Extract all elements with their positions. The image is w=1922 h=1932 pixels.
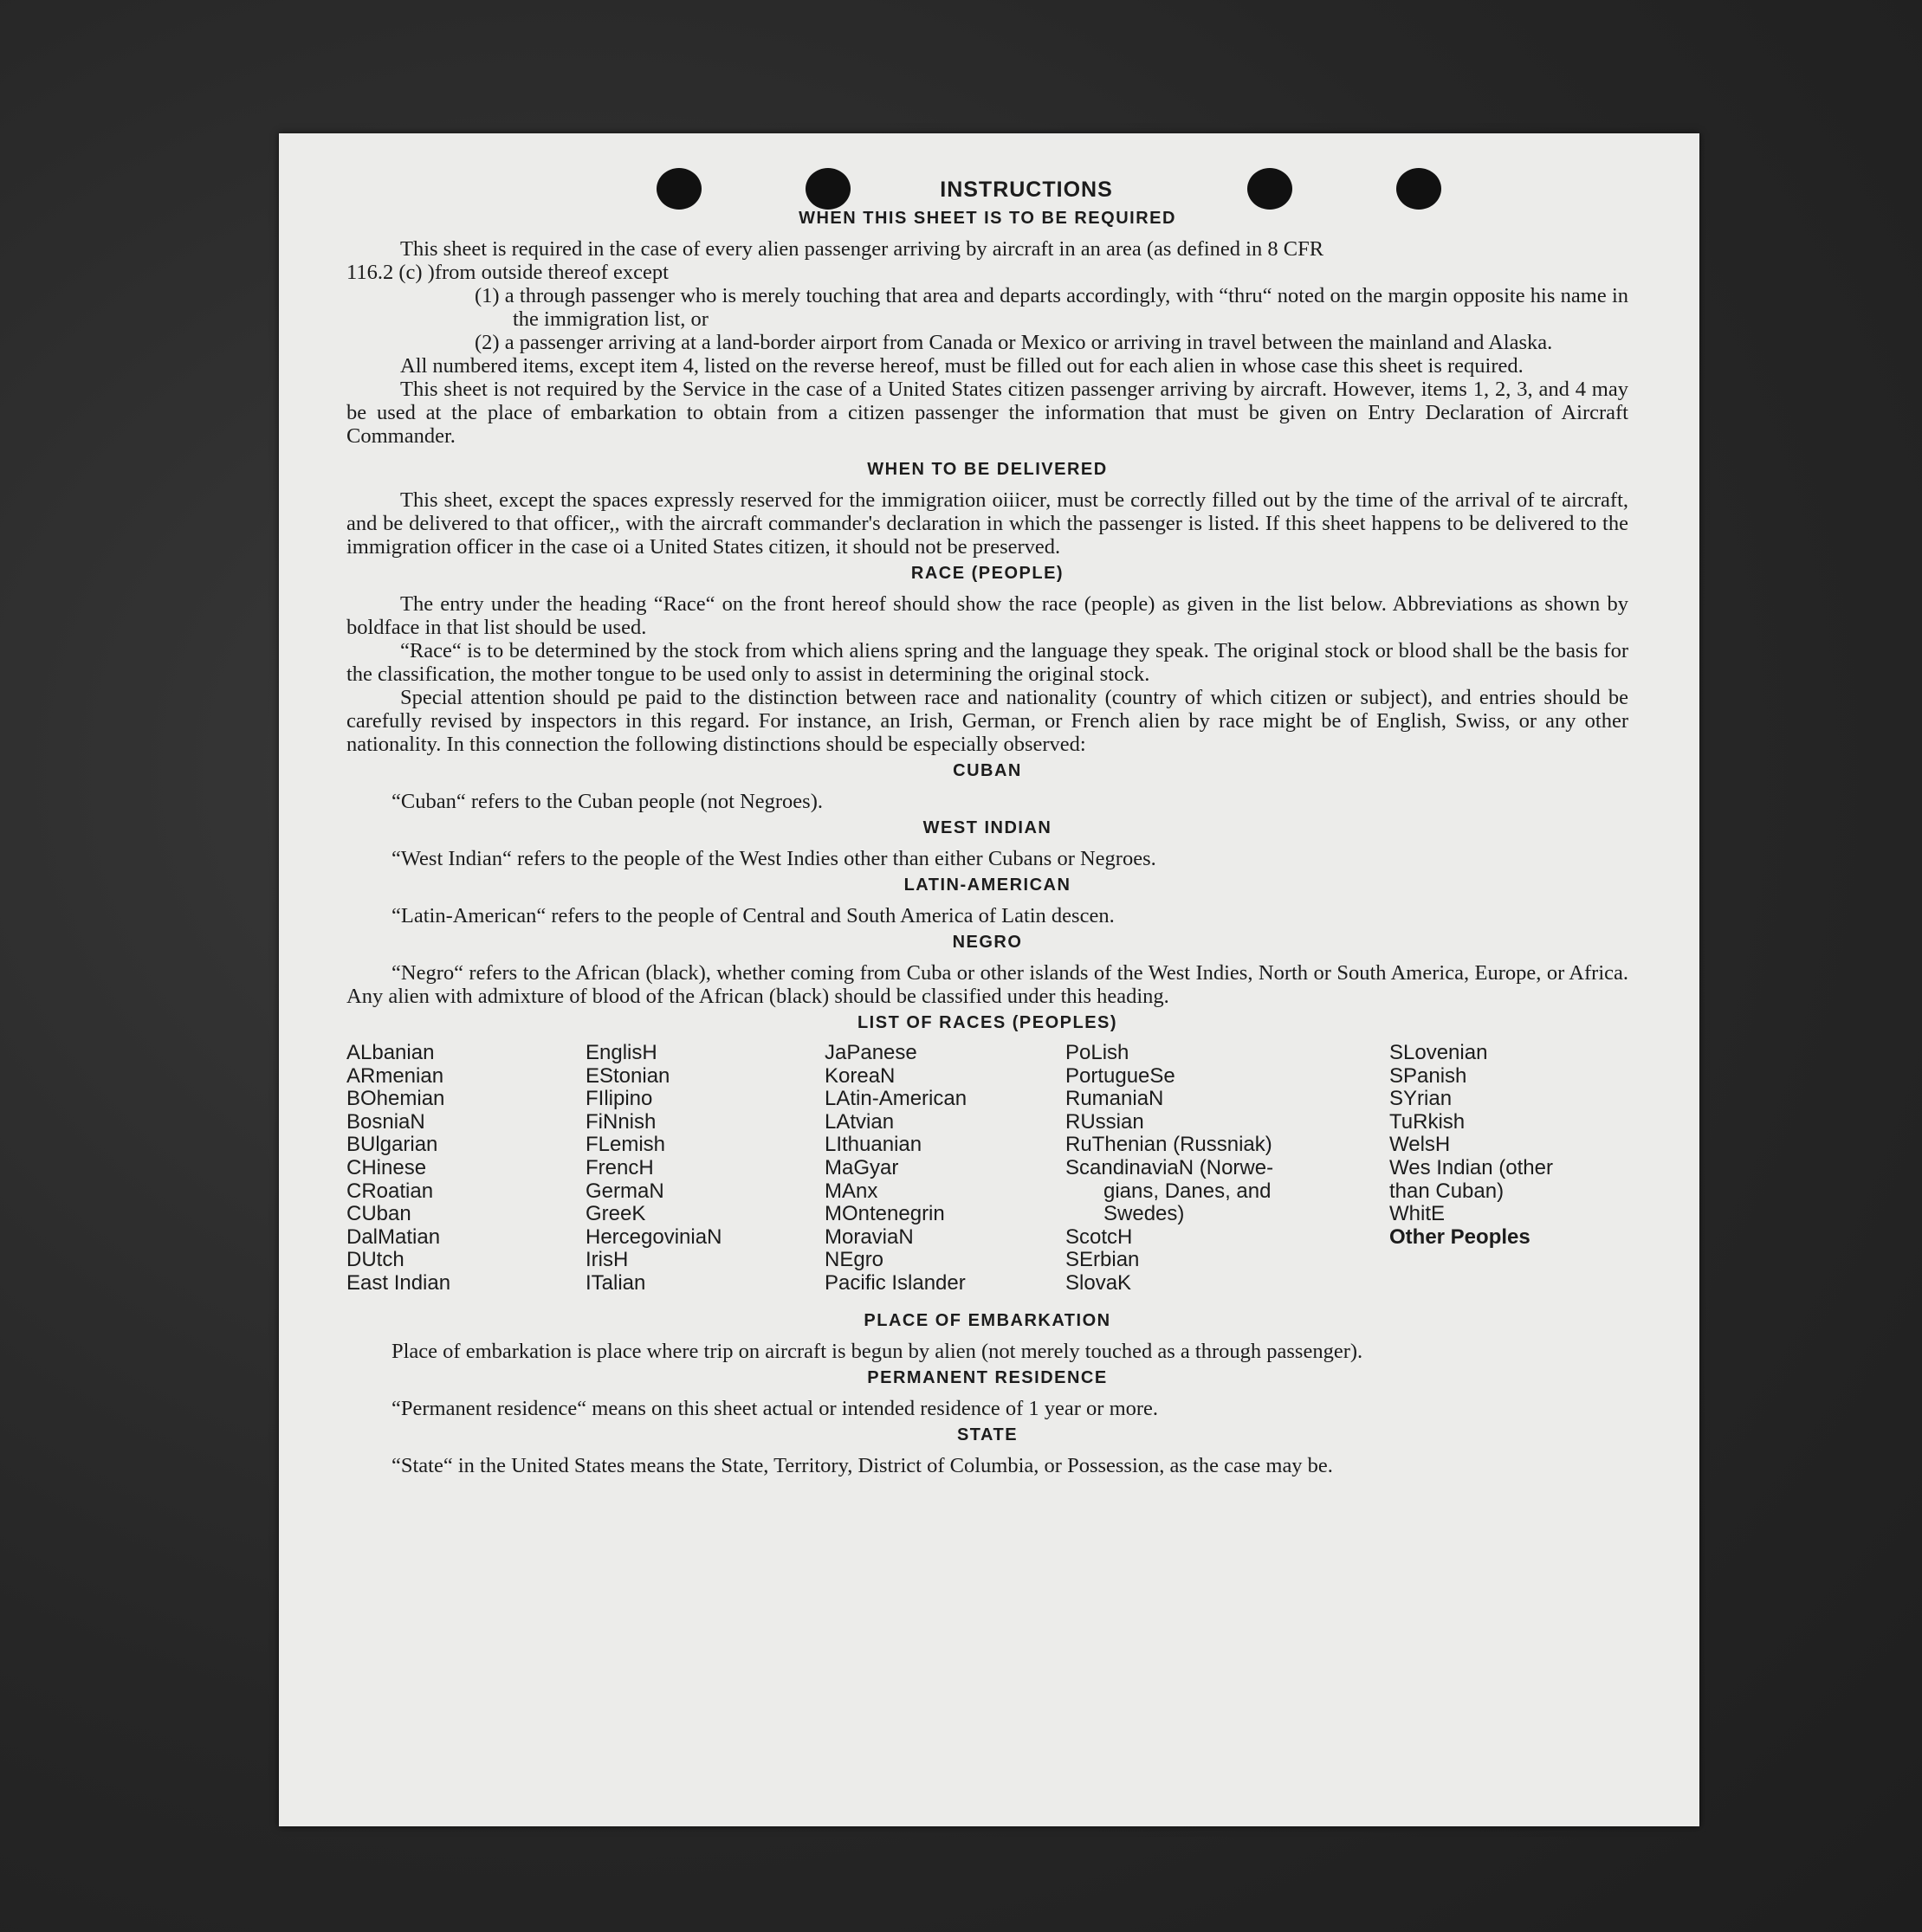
race-item: MOntenegrin [825,1202,945,1226]
heading-cuban: CUBAN [953,761,1022,780]
race-item: Wes Indian (other [1389,1155,1553,1179]
race-item: CHinese [346,1155,427,1179]
document-sheet [279,133,1699,1826]
paragraph: Special attention should pe paid to the distinction between race and nationality (country of which citizen or subject), and entries should be carefully revised by inspectors in this regard. For instance, an Irish, German, or French alien by race might be of English, Swiss, or any other nationality. In this connection the following distinctions should be especially observed: [346,686,1628,756]
race-item: PortugueSe [1065,1063,1175,1088]
heading-when-required: WHEN THIS SHEET IS TO BE REQUIRED [799,209,1176,228]
race-item: CUban [346,1202,411,1226]
race-item: ARmenian [346,1063,444,1088]
race-item: BUlgarian [346,1133,438,1157]
page-title: INSTRUCTIONS [940,178,1113,202]
race-item: EStonian [586,1063,670,1088]
definition-west-indian: “West Indian“ refers to the people of the West Indies other than either Cubans or Negroes. [392,847,1156,870]
heading-list-of-races: LIST OF RACES (PEOPLES) [857,1013,1118,1032]
race-item: SErbian [1065,1248,1140,1272]
definition-latin-american: “Latin-American“ refers to the people of Central and South America of Latin descen. [392,904,1115,927]
race-item: WhitE [1389,1202,1446,1226]
race-item: TuRkish [1389,1109,1466,1134]
race-item: RumaniaN [1065,1087,1164,1111]
race-item: NEgro [825,1248,884,1272]
heading-race: RACE (PEOPLE) [910,564,1065,583]
race-item: MaGyar [825,1155,899,1179]
race-item: LAtvian [825,1109,895,1134]
heading-embarkation: PLACE OF EMBARKATION [864,1310,1111,1330]
race-item: GermaN [586,1179,664,1203]
race-item: FiNnish [586,1109,657,1134]
definition-negro: “Negro“ refers to the African (black), whether coming from Cuba or other islands of the West Indies, North or South America, Europe, or Africa. Any alien with admixture of blood of the African (black) should be classified under this heading. [346,961,1628,1008]
paragraph: This sheet is required in the case of every alien passenger arriving by aircraft in an area (as defined in 8 CFR [400,237,1324,261]
race-column [1065,1042,1389,1296]
race-item: DalMatian [346,1224,441,1249]
race-item: GreeK [586,1202,646,1226]
race-item: SPanish [1389,1063,1467,1088]
race-item: Other Peoples [1389,1224,1530,1249]
race-item: PoLish [1065,1041,1129,1064]
race-item: DUtch [346,1248,404,1272]
race-item: WelsH [1389,1133,1451,1157]
paragraph: 116.2 (c) )from outside thereof except [346,261,669,284]
definition-state: “State“ in the United States means the State, Territory, District of Columbia, or Possession, as the case may be. [392,1453,1333,1477]
race-item: LAtin-American [825,1087,967,1111]
race-item: EnglisH [586,1041,657,1064]
list-item: (2) a passenger arriving at a land-border airport from Canada or Mexico or arriving in travel between the mainland and Alaska. [475,331,1553,354]
race-item: RuThenian (Russniak) [1065,1133,1272,1157]
race-column [825,1042,1065,1296]
race-item: FLemish [586,1133,666,1157]
heading-when-delivered: WHEN TO BE DELIVERED [867,460,1108,479]
paragraph: “Race“ is to be determined by the stock from which aliens spring and the language they speak. The original stock or blood shall be the basis for the classification, the mother tongue to be used only to assist in determining the original stock. [346,639,1628,686]
definition-cuban: “Cuban“ refers to the Cuban people (not Negroes). [392,790,823,813]
race-item: FrencH [586,1155,654,1179]
race-item: ITalian [586,1270,646,1295]
race-item: ALbanian [346,1041,435,1064]
definition-embarkation: Place of embarkation is place where trip on aircraft is begun by alien (not merely touched as a through passenger). [392,1339,1363,1363]
race-column [586,1042,825,1296]
race-column [346,1042,586,1296]
race-item: CRoatian [346,1179,434,1203]
heading-west-indian: WEST INDIAN [922,818,1052,837]
race-item: HercegoviniaN [586,1224,722,1249]
race-item: IrisH [586,1248,629,1272]
race-item: gians, Danes, and [1103,1179,1272,1203]
heading-latin-american: LATIN-AMERICAN [903,876,1071,895]
race-item: MAnx [825,1179,878,1203]
race-item: FIlipino [586,1087,653,1111]
instructions-content [346,178,1628,1477]
race-item: LIthuanian [825,1133,922,1157]
paragraph: The entry under the heading “Race“ on the front hereof should show the race (people) as given in the list below. Abbreviations as shown by boldface in that list should be used. [346,592,1628,639]
race-item: ScotcH [1065,1224,1133,1249]
race-item: East Indian [346,1270,451,1295]
definition-residence: “Permanent residence“ means on this sheet actual or intended residence of 1 year or more. [392,1396,1159,1420]
paragraph: All numbered items, except item 4, listed on the reverse hereof, must be filled out for each alien in whose case this sheet is required. [400,354,1524,378]
heading-permanent-residence: PERMANENT RESIDENCE [867,1367,1108,1387]
race-list [346,1042,1628,1296]
heading-negro: NEGRO [952,933,1023,952]
race-item: MoraviaN [825,1224,914,1249]
race-item: BOhemian [346,1087,445,1111]
race-item: SLovenian [1389,1041,1488,1064]
race-item: Pacific Islander [825,1270,966,1295]
race-item: KoreaN [825,1063,896,1088]
race-item: than Cuban) [1389,1179,1505,1203]
list-item: (1) a through passenger who is merely touching that area and departs accordingly, with “thru“ noted on the margin opposite his name in the immigration list, or [475,284,1628,331]
race-item: JaPanese [825,1041,917,1064]
race-item: ScandinaviaN (Norwe- [1065,1155,1274,1179]
paragraph: This sheet, except the spaces expressly reserved for the immigration oiiicer, must be correctly filled out by the time of the arrival of te aircraft, and be delivered to that officer,, with the aircraft commander's declaration in which the passenger is listed. If this sheet happens to be delivered to the immigration officer in the case oi a United States citizen, it should not be preserved. [346,488,1628,559]
race-item: Swedes) [1103,1202,1185,1226]
race-item: SYrian [1389,1087,1453,1111]
race-item: RUssian [1065,1109,1144,1134]
race-item: BosniaN [346,1109,425,1134]
race-column [1389,1042,1628,1296]
heading-state: STATE [956,1425,1019,1444]
race-item: SlovaK [1065,1270,1132,1295]
paragraph: This sheet is not required by the Service in the case of a United States citizen passenger arriving by aircraft. However, items 1, 2, 3, and 4 may be used at the place of embarkation to obtain from a citizen passenger the information that must be given on Entry Declaration of Aircraft Commander. [346,378,1628,448]
